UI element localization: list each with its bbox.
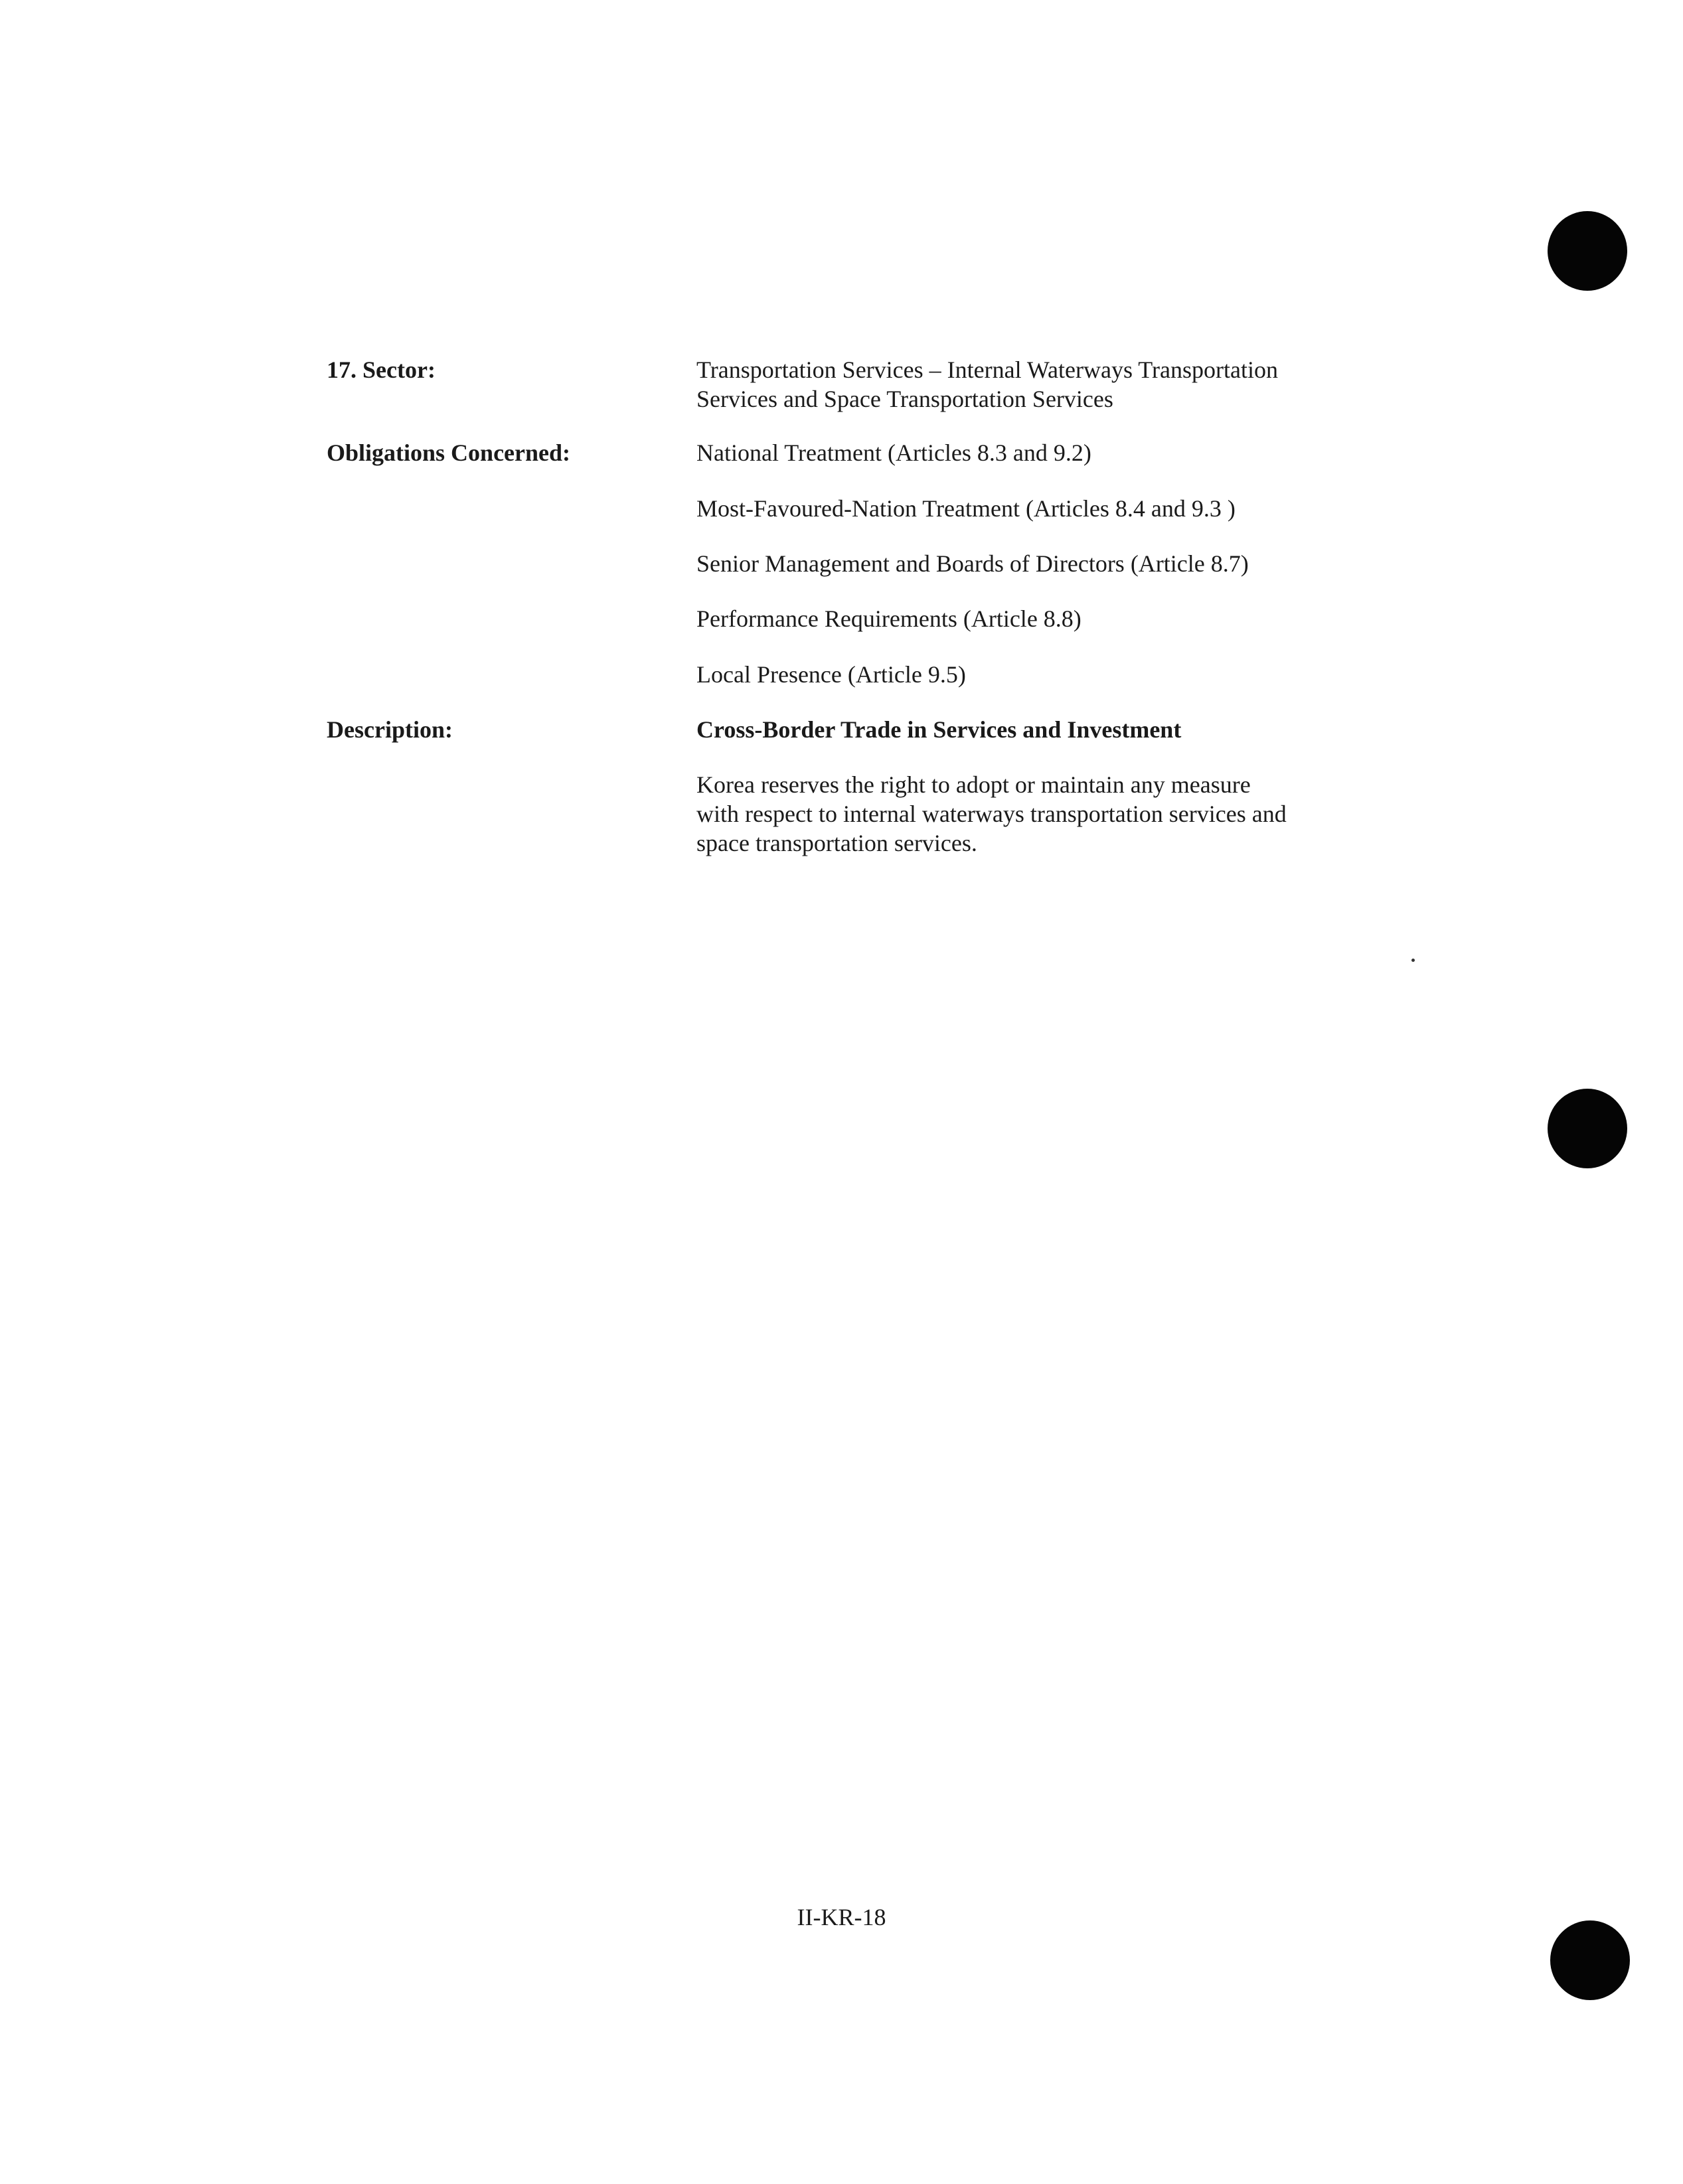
binder-hole bbox=[1548, 1089, 1627, 1168]
binder-hole bbox=[1550, 1920, 1630, 2000]
obligation-item: Senior Management and Boards of Directors (Article 8.7) bbox=[696, 550, 1249, 577]
sector-value-line: Services and Space Transportation Services bbox=[696, 386, 1113, 412]
obligation-item: Performance Requirements (Article 8.8) bbox=[696, 605, 1082, 632]
obligation-item: National Treatment (Articles 8.3 and 9.2) bbox=[696, 439, 1091, 466]
page-number: II-KR-18 bbox=[797, 1904, 886, 1930]
description-text bbox=[696, 770, 1360, 858]
sector-value bbox=[696, 355, 1360, 414]
binder-hole bbox=[1548, 211, 1627, 291]
sector-label: 17. Sector: bbox=[327, 356, 436, 383]
description-line: Korea reserves the right to adopt or maintain any measure bbox=[696, 771, 1251, 798]
obligation-item: Local Presence (Article 9.5) bbox=[696, 661, 966, 688]
description-line: with respect to internal waterways transportation services and bbox=[696, 801, 1287, 827]
obligations-label: Obligations Concerned: bbox=[327, 439, 571, 466]
description-label: Description: bbox=[327, 716, 453, 743]
description-line: space transportation services. bbox=[696, 830, 977, 856]
sector-value-line: Transportation Services – Internal Waterways Transportation bbox=[696, 356, 1278, 383]
description-heading: Cross-Border Trade in Services and Investment bbox=[696, 716, 1182, 743]
scan-speck bbox=[1411, 959, 1415, 962]
obligation-item: Most-Favoured-Nation Treatment (Articles 8.4 and 9.3 ) bbox=[696, 495, 1236, 522]
